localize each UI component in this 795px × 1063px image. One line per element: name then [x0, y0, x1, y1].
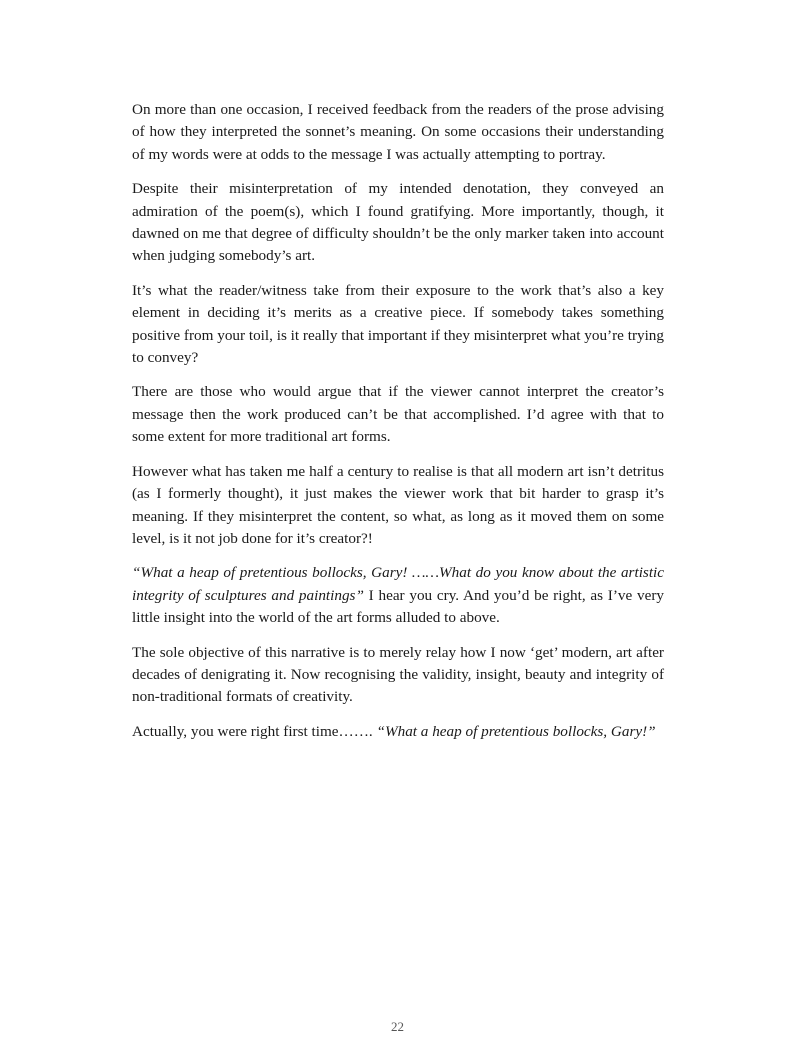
paragraph-text: It’s what the reader/witness take from their exposure to the work that’s also a key element in deciding it’s merits as a creative piece. If somebody takes something positive from your toil, is it really that important if they misinterpret what you’re trying to convey? [132, 281, 664, 367]
paragraph-feedback [132, 99, 664, 166]
body-text [132, 99, 664, 755]
paragraph-text: On more than one occasion, I received feedback from the readers of the prose advising of how they interpreted the sonnet’s meaning. On some occasions their understanding of my words were at odds to the message I was actually attempting to portray. [132, 101, 664, 163]
paragraph-text: I hear you cry. And you’d be right, as I’ve very little insight into the world of the art forms alluded to above. [132, 586, 664, 627]
page-number: 22 [391, 1019, 404, 1034]
paragraph-traditional-art [132, 381, 664, 448]
paragraph-reader-witness [132, 280, 664, 370]
paragraph-objective [132, 642, 664, 709]
paragraph-text: Despite their misinterpretation of my intended denotation, they conveyed an admiration of the poem(s), which I found gratifying. More importantly, though, it dawned on me that degree of difficulty shouldn’t be the only marker taken into account when judging somebody’s art. [132, 180, 664, 265]
italic-quote: “What a heap of pretentious bollocks, Gary! ……What do you know about the artistic integrity of sculptures and paintings” [132, 564, 664, 604]
paragraph-text: Actually, you were right first time……. [132, 722, 377, 740]
paragraph-closing [132, 721, 664, 743]
paragraph-text: However what has taken me half a century to realise is that all modern art isn’t detritus (as I formerly thought), it just makes the viewer work that bit harder to grasp it’s meaning. If they misinterpret the content, so what, as long as it moved them on some level, is it not job done for it’s creator?! [132, 462, 664, 547]
paragraph-heap-quote [132, 562, 664, 629]
paragraph-text: There are those who would argue that if the viewer cannot interpret the creator’s message then the work produced can’t be that accomplished. I’d agree with that to some extent for more traditional art forms. [132, 383, 664, 446]
paragraph-misinterpretation [132, 178, 664, 268]
paragraph-text: The sole objective of this narrative is to merely relay how I now ‘get’ modern, art after decades of denigrating it. Now recognising the validity, insight, beauty and integrity of non-traditional formats of creativity. [132, 643, 664, 706]
italic-quote: “What a heap of pretentious bollocks, Gary!” [376, 722, 656, 740]
paragraph-modern-art [132, 461, 664, 551]
